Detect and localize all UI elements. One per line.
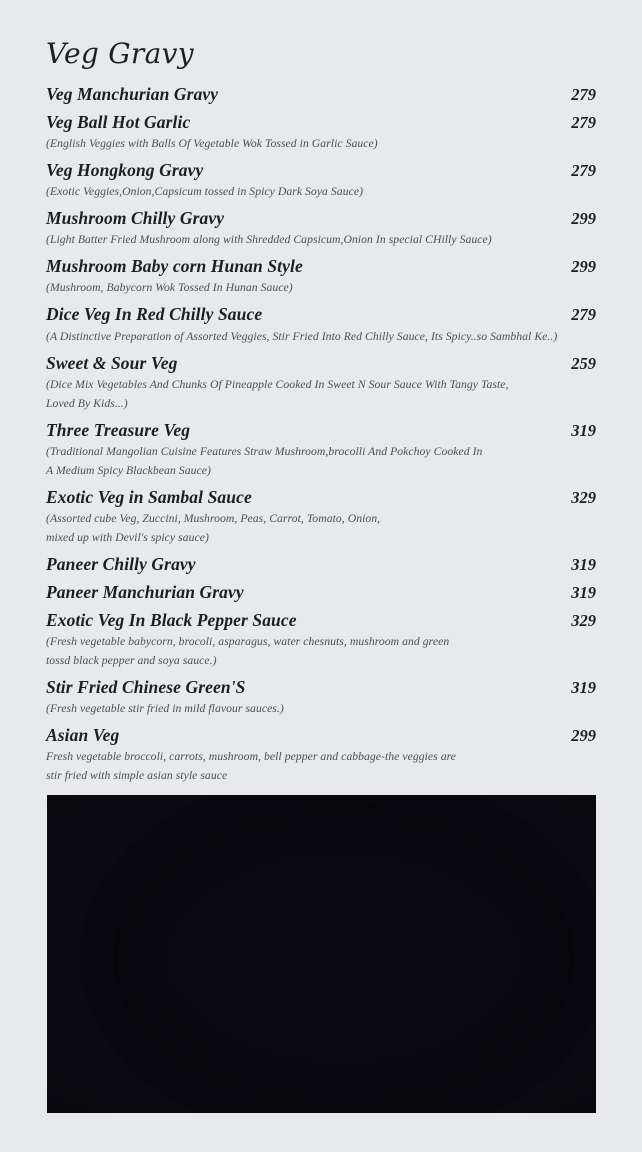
menu-item-header (46, 350, 596, 377)
menu-item-header (46, 551, 596, 578)
menu-item-name: Veg Ball Hot Garlic (46, 112, 191, 133)
menu-item-description-line: (Traditional Mangolian Cuisine Features Straw Mushroom,brocolli And Pokchoy Cooked In (46, 444, 483, 458)
menu-item-name: Mushroom Baby corn Hunan Style (46, 256, 303, 277)
menu-item-description-line: (Dice Mix Vegetables And Chunks Of Pineapple Cooked In Sweet N Sour Sauce With Tangy Taste, (46, 377, 509, 391)
menu-item-name: Sweet & Sour Veg (46, 352, 178, 373)
menu-item-description-line: (English Veggies with Balls Of Vegetable Wok Tossed in Garlic Sauce) (46, 137, 378, 151)
menu-item-header (46, 157, 596, 184)
menu-item-description (46, 443, 586, 481)
menu-item-price: 299 (571, 257, 596, 277)
menu-item-header (46, 722, 596, 749)
menu-item-header (46, 301, 596, 328)
menu-item-price: 259 (571, 353, 596, 373)
menu-item[interactable] (46, 253, 596, 301)
menu-item-header (46, 417, 596, 444)
menu-item-description (46, 700, 586, 719)
menu-item-header (46, 579, 596, 606)
menu-item[interactable] (46, 551, 596, 579)
menu-item-description-line: Fresh vegetable broccoli, carrots, mushroom, bell pepper and cabbage-the veggies are (46, 750, 457, 764)
dish-photo-image (47, 795, 596, 1113)
menu-item-description-line: (Fresh vegetable stir fried in mild flavour sauces.) (46, 702, 284, 716)
menu-item-header (46, 81, 596, 108)
menu-item-description (46, 510, 586, 548)
menu-item[interactable] (46, 157, 596, 205)
menu-item-header (46, 205, 596, 232)
menu-item[interactable] (46, 484, 596, 551)
menu-item-price: 299 (571, 209, 596, 229)
menu-item-price: 329 (571, 487, 596, 507)
menu-item-price: 279 (571, 305, 596, 325)
menu-item-description-line: (Mushroom, Babycorn Wok Tossed In Hunan Sauce) (46, 281, 293, 295)
menu-item-description-line: (Assorted cube Veg, Zuccini, Mushroom, Peas, Carrot, Tomato, Onion, (46, 511, 381, 525)
menu-item-description-line: stir fried with simple asian style sauce (46, 769, 228, 783)
menu-item[interactable] (46, 722, 596, 789)
menu-item-price: 279 (571, 113, 596, 133)
dish-photo (47, 795, 596, 1113)
menu-item-description-line: tossd black pepper and soya sauce.) (46, 653, 217, 667)
menu-item-name: Veg Hongkong Gravy (46, 160, 204, 181)
menu-item-description-line: (Fresh vegetable babycorn, brocoli, asparagus, water chesnuts, mushroom and green (46, 634, 450, 648)
menu-item-name: Paneer Manchurian Gravy (46, 581, 244, 602)
menu-item[interactable] (46, 417, 596, 484)
menu-item-description (46, 183, 586, 202)
menu-item-description-line: Loved By Kids...) (46, 396, 128, 410)
menu-item-price: 319 (571, 582, 596, 602)
menu-item-price: 279 (571, 161, 596, 181)
menu-item-name: Mushroom Chilly Gravy (46, 208, 225, 229)
menu-item-description-line: mixed up with Devil's spicy sauce) (46, 530, 209, 544)
menu-item-price: 319 (571, 554, 596, 574)
menu-item-price: 329 (571, 610, 596, 630)
menu-item-description-line: (A Distinctive Preparation of Assorted Veggies, Stir Fried Into Red Chilly Sauce, Its Spicy..so Sambhal Ke..) (46, 329, 558, 343)
menu-item-name: Exotic Veg In Black Pepper Sauce (46, 609, 297, 630)
menu-item[interactable] (46, 81, 596, 109)
menu-item-description (46, 328, 586, 347)
menu-item-header (46, 484, 596, 511)
menu-item-description (46, 633, 586, 671)
menu-item[interactable] (46, 579, 596, 607)
page-title: Veg Gravy (46, 37, 194, 70)
menu-item-description-line: (Exotic Veggies,Onion,Capsicum tossed in Spicy Dark Soya Sauce) (46, 185, 364, 199)
menu-item-header (46, 674, 596, 701)
menu-item-header (46, 253, 596, 280)
menu-item[interactable] (46, 674, 596, 722)
menu-item-name: Dice Veg In Red Chilly Sauce (46, 304, 263, 325)
menu-item-description (46, 748, 586, 786)
menu-item-name: Veg Manchurian Gravy (46, 84, 219, 104)
menu-item-name: Paneer Chilly Gravy (46, 553, 196, 574)
menu-item[interactable] (46, 301, 596, 349)
menu-item[interactable] (46, 109, 596, 157)
menu-item-price: 319 (571, 420, 596, 440)
menu-item-list (46, 81, 596, 789)
menu-item-header (46, 607, 596, 634)
menu-item-description (46, 279, 586, 298)
menu-item[interactable] (46, 205, 596, 253)
menu-item-price: 279 (571, 85, 596, 104)
menu-item-description (46, 376, 586, 414)
menu-item-description-line: A Medium Spicy Blackbean Sauce) (46, 463, 211, 477)
menu-item-name: Three Treasure Veg (46, 419, 191, 440)
menu-item[interactable] (46, 607, 596, 674)
menu-item-description (46, 231, 586, 250)
menu-item-name: Exotic Veg in Sambal Sauce (46, 486, 252, 507)
menu-item-name: Asian Veg (46, 724, 120, 745)
menu-item-price: 299 (571, 725, 596, 745)
menu-item-price: 319 (571, 677, 596, 697)
menu-item[interactable] (46, 350, 596, 417)
menu-item-name: Stir Fried Chinese Green'S (46, 676, 246, 697)
menu-item-description-line: (Light Batter Fried Mushroom along with Shredded Capsicum,Onion In special CHilly Sauce) (46, 233, 492, 247)
menu-item-description (46, 135, 586, 154)
menu-item-header (46, 109, 596, 136)
